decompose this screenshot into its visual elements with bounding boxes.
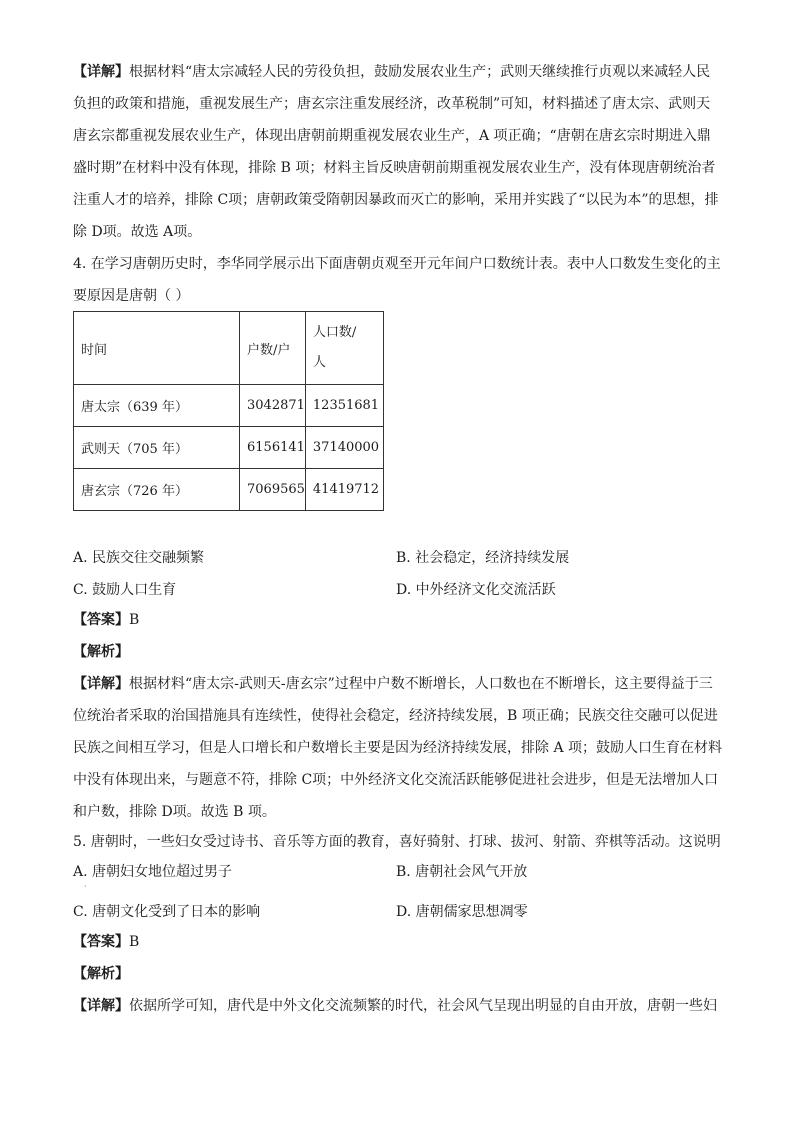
- cell-population: 41419712: [305, 469, 383, 511]
- q4-explain-line-5: 和户数，排除 D项。故选 B 项。: [73, 804, 276, 820]
- table-row: [74, 427, 384, 469]
- q4-analysis-tag: 【解析】: [73, 644, 129, 660]
- explain-tag: 【详解】: [73, 64, 129, 80]
- q5-option-c: C. 唐朝文化受到了日本的影响: [73, 904, 261, 920]
- q4-option-c: C. 鼓励人口生育: [73, 582, 177, 598]
- header-population: 人口数/ 人: [305, 312, 383, 385]
- q3-explain-line-6: 除 D项。故选 A项。: [73, 224, 202, 240]
- table-row: [74, 385, 384, 427]
- q5-option-a: A. 唐朝妇女地位超过男子: [73, 864, 233, 880]
- q4-option-a: A. 民族交往交融频繁: [73, 550, 205, 566]
- q4-explain-line-4: 中没有体现出来，与题意不符，排除 C项；中外经济文化交流活跃能够促进社会进步，但是无法增加人口: [73, 772, 719, 788]
- q4-explain-line-3: 民族之间相互学习，但是人口增长和户数增长主要是因为经济持续发展，排除 A 项；鼓励人口生育在材料: [73, 740, 723, 756]
- q3-explain-line-1: 【详解】根据材料“唐太宗减轻人民的劳役负担，鼓励发展农业生产；武则天继续推行贞观以来减轻人民: [73, 64, 711, 80]
- q5-analysis-tag: 【解析】: [73, 966, 129, 982]
- population-table: [73, 311, 384, 511]
- q5-explain-line-1: 【详解】依据所学可知，唐代是中外文化交流频繁的时代，社会风气呈现出明显的自由开放，唐朝一些妇: [73, 998, 717, 1014]
- q4-option-b: B. 社会稳定，经济持续发展: [396, 550, 570, 566]
- q3-explain-line-5: 注重人才的培养，排除 C项；唐朝政策受隋朝因暴政而灭亡的影响，采用并实践了“以民为本”的思想，排: [73, 192, 719, 208]
- q5-stem: 5. 唐朝时，一些妇女受过诗书、音乐等方面的教育，喜好骑射、打球、拔河、射箭、弈棋等活动。这说明: [73, 834, 721, 850]
- q4-stem-line-1: 4. 在学习唐朝历史时，李华同学展示出下面唐朝贞观至开元年间户口数统计表。表中人口数发生变化的主: [73, 256, 721, 272]
- q4-explain-line-2: 位统治者采取的治国措施具有连续性，使得社会稳定，经济持续发展，B 项正确；民族交往交融可以促进: [73, 708, 718, 724]
- cell-households: 3042871: [240, 385, 306, 427]
- cell-time: 武则天（705 年）: [74, 427, 240, 469]
- cell-time: 唐玄宗（726 年）: [74, 469, 240, 511]
- q4-answer: 【答案】B: [73, 612, 140, 628]
- q4-option-d: D. 中外经济文化交流活跃: [396, 582, 556, 598]
- cell-time: 唐太宗（639 年）: [74, 385, 240, 427]
- cell-population: 37140000: [305, 427, 383, 469]
- cell-households: 6156141: [240, 427, 306, 469]
- q5-option-d: D. 唐朝儒家思想凋零: [396, 904, 528, 920]
- cell-population: 12351681: [305, 385, 383, 427]
- q4-stem-line-2: 要原因是唐朝（ ）: [73, 288, 190, 304]
- table-row: [74, 469, 384, 511]
- q4-explain-line-1: 【详解】根据材料“唐太宗-武则天-唐玄宗”过程中户数不断增长，人口数也在不断增长，这主要得益于三: [73, 676, 713, 692]
- stray-dot: ·: [84, 882, 87, 891]
- cell-households: 7069565: [240, 469, 306, 511]
- table-header-row: [74, 312, 384, 385]
- q3-explain-line-3: 唐玄宗都重视发展农业生产，体现出唐朝前期重视发展农业生产，A 项正确；“唐朝在唐玄宗时期进入鼎: [73, 128, 711, 144]
- q5-answer: 【答案】B: [73, 934, 140, 950]
- q3-explain-line-4: 盛时期”在材料中没有体现，排除 B 项；材料主旨反映唐朝前期重视发展农业生产，没有体现唐朝统治者: [73, 160, 716, 176]
- q3-explain-line-2: 负担的政策和措施，重视发展生产；唐玄宗注重发展经济，改革税制”可知，材料描述了唐太宗、武则天: [73, 96, 711, 112]
- header-time: 时间: [74, 312, 240, 385]
- header-households: 户数/户: [240, 312, 306, 385]
- q5-option-b: B. 唐朝社会风气开放: [396, 864, 528, 880]
